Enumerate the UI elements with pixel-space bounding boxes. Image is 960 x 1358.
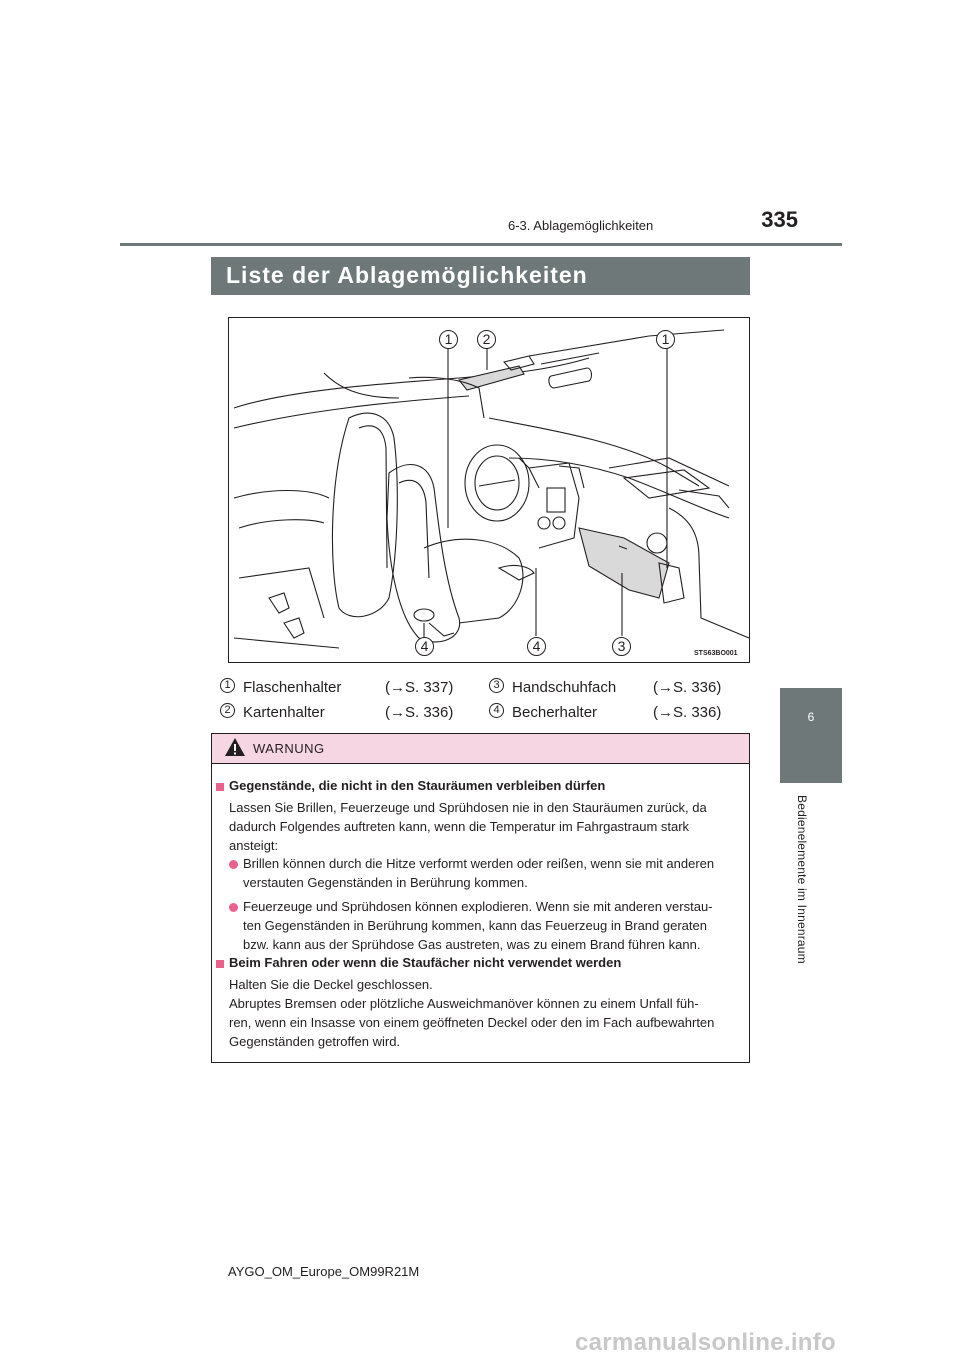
text-line: Halten Sie die Deckel geschlossen. [229, 977, 433, 992]
legend-num-4: 4 [489, 703, 504, 718]
legend-num-3: 3 [489, 678, 504, 693]
legend-label-4: Becherhalter [512, 704, 598, 721]
chapter-tab-label: Bedienelemente im Innenraum [795, 795, 809, 964]
text-line: Brillen können durch die Hitze verformt werden oder reißen, wenn sie mit anderen [243, 856, 715, 871]
warning-section-heading: Beim Fahren oder wenn die Staufächer nicht verwendet werden [229, 955, 622, 970]
callout-4-left: 4 [415, 637, 434, 656]
chapter-tab-number: 6 [807, 710, 815, 724]
chapter-tab[interactable] [780, 688, 842, 783]
text-line: Feuerzeuge und Sprühdosen können explodieren. Wenn sie mit anderen verstau- [243, 899, 713, 914]
warning-bullet [243, 854, 743, 892]
warning-title: WARNUNG [253, 741, 325, 756]
page-number: 335 [761, 207, 798, 232]
warning-paragraph [229, 798, 740, 855]
text-line: ren, wenn ein Insasse von einem geöffneten Deckel oder den im Fach aufbewahrten [229, 1015, 715, 1030]
callout-1-visor: 1 [439, 330, 458, 349]
callout-1-door: 1 [656, 330, 675, 349]
legend-num-2: 2 [220, 703, 235, 718]
watermark: carmanualsonline.info [575, 1329, 837, 1356]
warning-triangle-icon [224, 737, 246, 762]
legend-label-1: Flaschenhalter [243, 679, 342, 696]
bullet-dot [229, 903, 238, 912]
warning-bullet [243, 897, 743, 954]
callout-4-right: 4 [527, 637, 546, 656]
callout-2: 2 [477, 330, 496, 349]
text-line: ten Gegenständen in Berührung kommen, kann das Feuerzeug in Brand geraten [243, 918, 707, 933]
section-header: 6-3. Ablagemöglichkeiten [508, 218, 654, 233]
text-line: Abruptes Bremsen oder plötzliche Ausweichmanöver können zu einem Unfall füh- [229, 996, 699, 1011]
page-title: Liste der Ablagemöglichkeiten [226, 262, 588, 288]
legend-ref-4[interactable]: (→S. 336) [653, 704, 722, 721]
bullet-dot [229, 860, 238, 869]
text-line: Lassen Sie Brillen, Feuerzeuge und Sprühdosen nie in den Stauräumen zurück, da [229, 800, 707, 815]
interior-drawing [229, 318, 749, 662]
text-line: Gegenständen getroffen wird. [229, 1034, 401, 1049]
legend-label-3: Handschuhfach [512, 679, 617, 696]
illustration-code: STS63BO001 [694, 650, 738, 657]
callout-3: 3 [612, 637, 631, 656]
legend-label-2: Kartenhalter [243, 704, 325, 721]
header-rule [120, 243, 842, 246]
text-line: bzw. kann aus der Sprühdose Gas austreten, was zu einem Brand führen kann. [243, 937, 701, 952]
legend-ref-1[interactable]: (→S. 337) [385, 679, 454, 696]
warning-paragraph [229, 975, 740, 1051]
interior-illustration [228, 317, 750, 663]
legend-ref-2[interactable]: (→S. 336) [385, 704, 454, 721]
text-line: verstauten Gegenständen in Berührung kommen. [243, 875, 528, 890]
legend-num-1: 1 [220, 678, 235, 693]
section-bullet-square [216, 783, 224, 791]
section-bullet-square [216, 960, 224, 968]
legend-ref-3[interactable]: (→S. 336) [653, 679, 722, 696]
footer-doc-id: AYGO_OM_Europe_OM99R21M [228, 1264, 420, 1279]
text-line: ansteigt: [229, 838, 279, 853]
text-line: dadurch Folgendes auftreten kann, wenn die Temperatur im Fahrgastraum stark [229, 819, 690, 834]
warning-section-heading: Gegenstände, die nicht in den Stauräumen verbleiben dürfen [229, 778, 606, 793]
